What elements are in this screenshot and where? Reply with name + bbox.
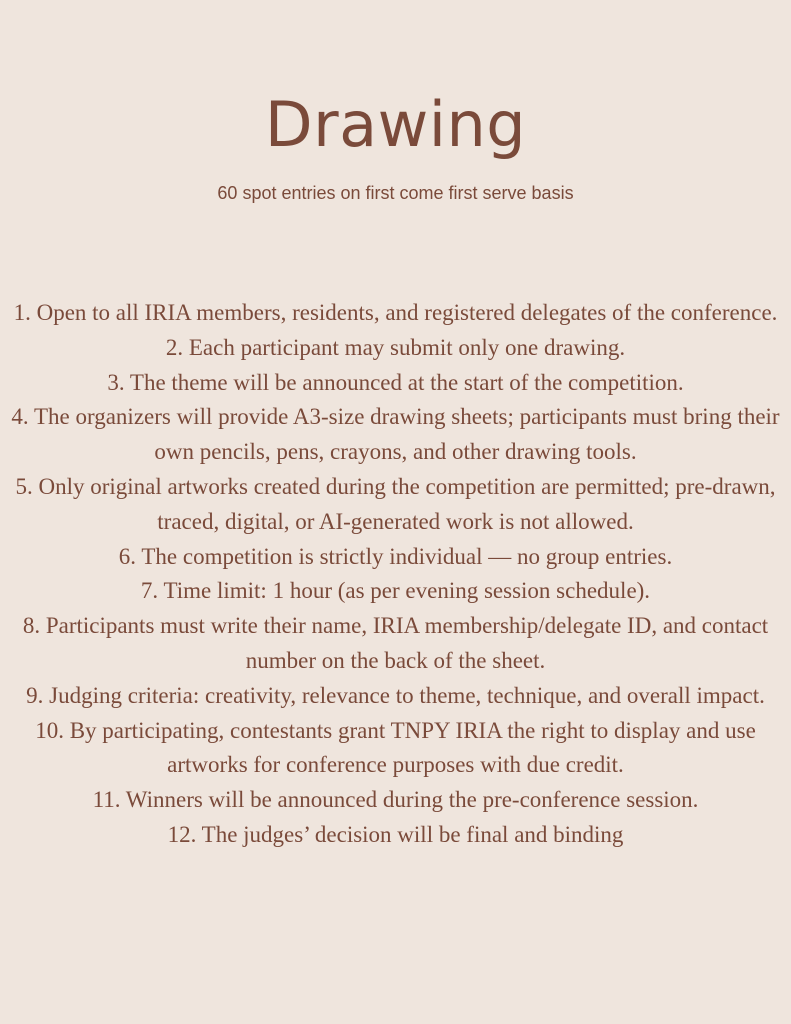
rule-item: 8. Participants must write their name, IRIA membership/delegate ID, and contact number on the back of the sheet. — [22, 613, 769, 673]
rule-item: 7. Time limit: 1 hour (as per evening session schedule). — [140, 578, 651, 604]
rule-item: 9. Judging criteria: creativity, relevance to theme, technique, and overall impact. — [26, 682, 765, 708]
page-title: Drawing — [264, 88, 527, 161]
rule-item: 1. Open to all IRIA members, residents, and registered delegates of the conference. — [13, 300, 778, 325]
rule-item: 5. Only original artworks created during the competition are permitted; pre-drawn, traced, digital, or AI-generated work is not allowed. — [15, 473, 776, 534]
page-subtitle: 60 spot entries on first come first serve basis — [217, 183, 574, 203]
rule-item: 6. The competition is strictly individual — no group entries. — [118, 543, 673, 569]
rule-item: 10. By participating, contestants grant TNPY IRIA the right to display and use artworks for conference purposes with due credit. — [35, 717, 756, 778]
rule-item: 3. The theme will be announced at the start of the competition. — [107, 369, 684, 395]
rule-item: 4. The organizers will provide A3-size drawing sheets; participants must bring their own pencils, pens, crayons, and other drawing tools. — [11, 404, 780, 465]
rules-list — [8, 296, 783, 853]
rule-item: 12. The judges’ decision will be final and binding — [167, 821, 624, 847]
rule-item: 2. Each participant may submit only one drawing. — [165, 334, 626, 360]
rule-item: 11. Winners will be announced during the pre-conference session. — [92, 787, 699, 813]
